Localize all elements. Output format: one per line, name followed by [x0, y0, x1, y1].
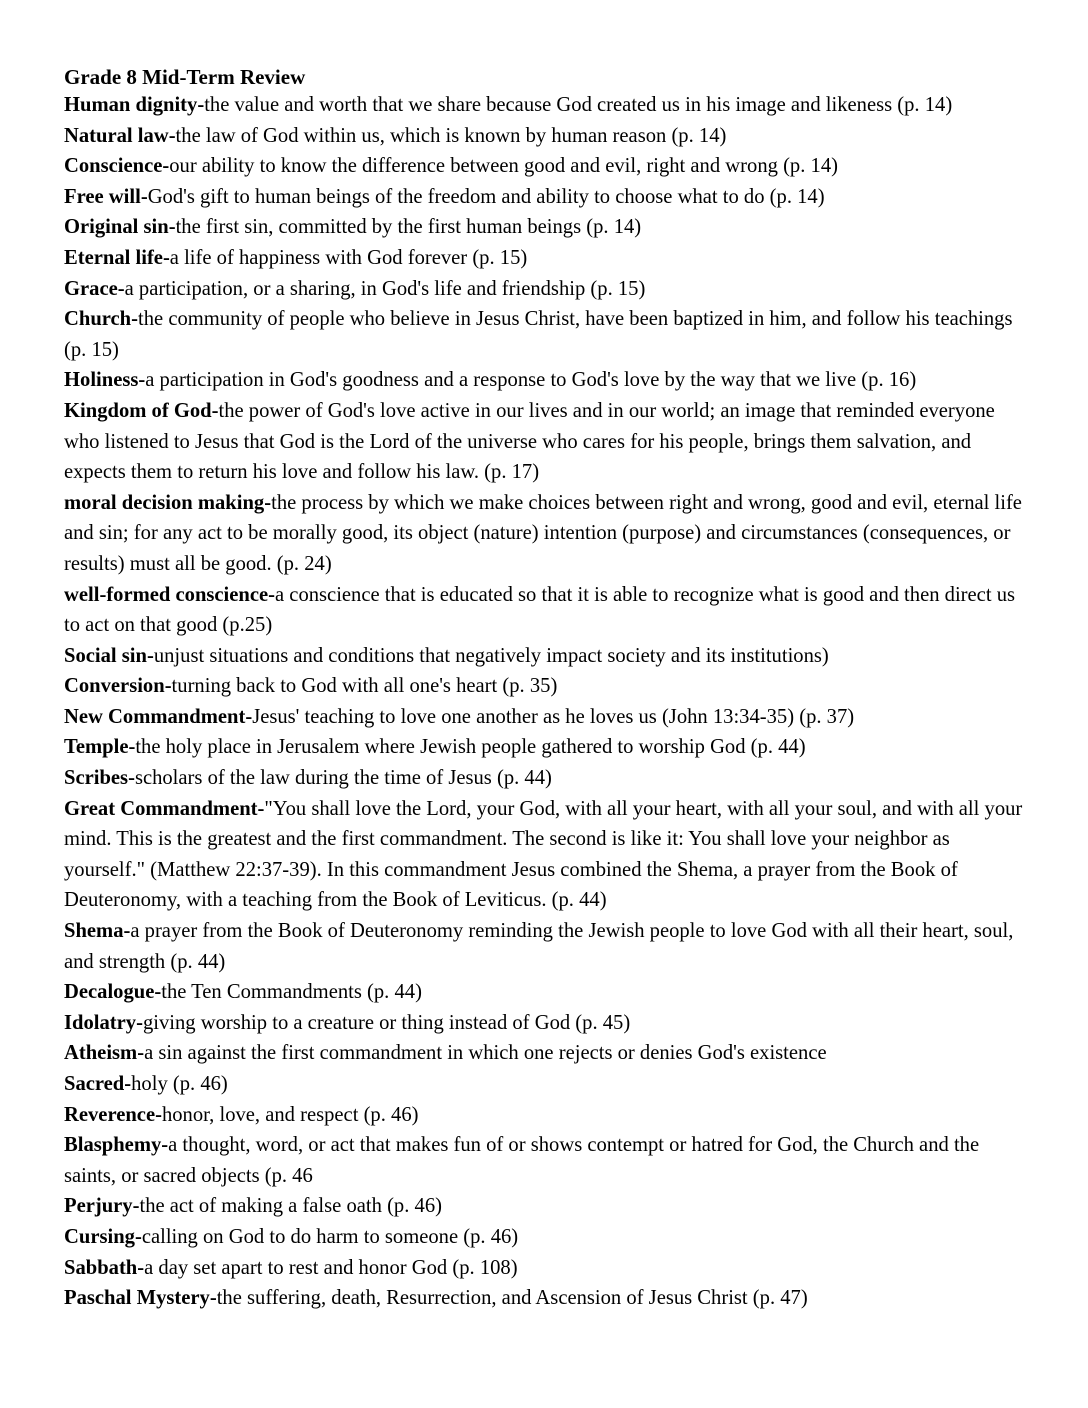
- glossary-entry: [64, 1038, 1032, 1069]
- glossary-definition: the value and worth that we share because God created us in his image and likeness (p. 14): [204, 94, 953, 116]
- glossary-term: moral decision making: [64, 491, 265, 514]
- glossary-definition: "You shall love the Lord, your God, with all your heart, with all your soul, and with all your mind. This is the greatest and the first commandment. The second is like it: You shall love your neighbor as yourself." (Matthew 22:37-39). In this commandment Jesus combined the Shema, a prayer from the Book of Deuteronomy, with a teaching from the Book of Leviticus. (p. 44): [64, 797, 1023, 912]
- glossary-list: [64, 90, 1032, 1314]
- glossary-term: Great Commandment: [64, 797, 258, 820]
- term-separator: -: [117, 277, 125, 300]
- glossary-definition: a life of happiness with God forever (p. 15): [169, 246, 528, 269]
- glossary-entry: [64, 977, 1032, 1008]
- glossary-entry: [64, 732, 1032, 763]
- glossary-term: Conscience: [64, 155, 163, 178]
- glossary-entry: [64, 1253, 1032, 1284]
- term-separator: -: [162, 246, 170, 269]
- glossary-term: Natural law: [64, 124, 169, 147]
- glossary-definition: a conscience that is educated so that it is able to recognize what is good and then direct us to act on that good (p.25): [64, 583, 1016, 637]
- glossary-term: Cursing: [64, 1225, 135, 1248]
- glossary-definition: unjust situations and conditions that negatively impact society and its institutions): [153, 644, 829, 667]
- glossary-entry: [64, 151, 1032, 182]
- glossary-term: Paschal Mystery: [64, 1287, 210, 1310]
- glossary-term: Atheism: [64, 1042, 138, 1065]
- page-title: Grade 8 Mid-Term Review: [64, 65, 306, 89]
- glossary-entry: [64, 212, 1032, 243]
- glossary-term: Scribes: [64, 767, 129, 790]
- glossary-definition: the holy place in Jerusalem where Jewish people gathered to worship God (p. 44): [135, 736, 806, 759]
- glossary-definition: a participation in God's goodness and a response to God's love by the way that we live (p. 16): [145, 369, 917, 392]
- glossary-definition: God's gift to human beings of the freedom and ability to choose what to do (p. 14): [147, 185, 825, 208]
- glossary-entry: [64, 1100, 1032, 1131]
- glossary-entry: [64, 1191, 1032, 1222]
- term-separator: -: [137, 1256, 145, 1279]
- glossary-definition: turning back to God with all one's heart (p. 35): [171, 675, 558, 698]
- glossary-entry: [64, 121, 1032, 152]
- glossary-entry: [64, 488, 1032, 580]
- glossary-term: Social sin: [64, 644, 147, 667]
- glossary-term: Conversion: [64, 675, 165, 698]
- term-separator: -: [168, 124, 176, 147]
- glossary-entry: [64, 1069, 1032, 1100]
- glossary-entry: [64, 794, 1032, 916]
- term-separator: -: [146, 644, 154, 667]
- glossary-term: Church: [64, 308, 132, 331]
- term-separator: -: [134, 1225, 142, 1248]
- term-separator: -: [132, 1195, 140, 1218]
- glossary-entry: [64, 641, 1032, 672]
- glossary-definition: the community of people who believe in Jesus Christ, have been baptized in him, and follow his teachings (p. 15): [64, 308, 1013, 361]
- glossary-term: Temple: [64, 736, 129, 759]
- term-separator: -: [162, 155, 170, 178]
- glossary-term: Sabbath: [64, 1256, 138, 1279]
- term-separator: -: [257, 797, 265, 820]
- glossary-definition: Jesus' teaching to love one another as he loves us (John 13:34-35) (p. 37): [252, 705, 855, 728]
- glossary-entry: [64, 916, 1032, 977]
- glossary-entry: [64, 671, 1032, 702]
- glossary-entry: [64, 182, 1032, 213]
- glossary-entry: [64, 1283, 1032, 1314]
- term-separator: -: [268, 583, 276, 606]
- glossary-definition: honor, love, and respect (p. 46): [161, 1103, 419, 1126]
- term-separator: -: [154, 981, 162, 1004]
- glossary-definition: holy (p. 46): [131, 1073, 228, 1095]
- term-separator: -: [211, 399, 219, 422]
- term-separator: -: [128, 736, 136, 759]
- glossary-term: Kingdom of God: [64, 399, 212, 422]
- glossary-definition: the power of God's love active in our lives and in our world; an image that reminded everyone who listened to Jesus that God is the Lord of the universe who cares for his people, brings them salvation, and expects them to return his love and follow his law. (p. 17): [64, 399, 995, 484]
- document-page: [64, 64, 1032, 1314]
- glossary-entry: [64, 90, 1032, 121]
- glossary-term: Free will: [64, 185, 141, 208]
- glossary-definition: a prayer from the Book of Deuteronomy reminding the Jewish people to love God with all their heart, soul, and strength (p. 44): [64, 920, 1014, 973]
- term-separator: -: [138, 369, 146, 392]
- glossary-entry: [64, 763, 1032, 794]
- term-separator: -: [136, 1011, 143, 1034]
- glossary-definition: a day set apart to rest and honor God (p. 108): [144, 1256, 518, 1279]
- glossary-entry: [64, 580, 1032, 641]
- term-separator: -: [164, 675, 172, 698]
- glossary-term: Perjury: [64, 1195, 133, 1218]
- glossary-definition: a sin against the first commandment in which one rejects or denies God's existence: [144, 1042, 827, 1065]
- glossary-entry: [64, 274, 1032, 305]
- glossary-term: Idolatry: [64, 1011, 137, 1034]
- glossary-entry: [64, 243, 1032, 274]
- term-separator: -: [123, 920, 131, 943]
- term-separator: -: [124, 1073, 132, 1095]
- glossary-entry: [64, 1222, 1032, 1253]
- term-separator: -: [168, 216, 176, 239]
- glossary-entry: [64, 396, 1032, 488]
- glossary-term: Grace: [64, 277, 118, 300]
- glossary-term: Holiness: [64, 369, 139, 392]
- term-separator: -: [137, 1042, 145, 1065]
- glossary-entry: [64, 304, 1032, 365]
- term-separator: -: [140, 185, 148, 208]
- term-separator: -: [128, 767, 135, 790]
- glossary-entry: [64, 702, 1032, 733]
- term-separator: -: [155, 1103, 162, 1126]
- glossary-definition: the first sin, committed by the first human beings (p. 14): [175, 216, 642, 239]
- glossary-definition: calling on God to do harm to someone (p. 46): [141, 1225, 519, 1248]
- term-separator: -: [161, 1134, 169, 1157]
- term-separator: -: [209, 1287, 217, 1310]
- glossary-entry: [64, 1130, 1032, 1191]
- glossary-term: Eternal life: [64, 246, 163, 269]
- glossary-term: New Commandment: [64, 705, 246, 728]
- glossary-definition: the law of God within us, which is known by human reason (p. 14): [175, 124, 727, 147]
- term-separator: -: [264, 491, 272, 514]
- term-separator: -: [131, 308, 139, 331]
- glossary-term: Sacred: [64, 1073, 125, 1095]
- glossary-term: Decalogue: [64, 981, 155, 1004]
- glossary-definition: giving worship to a creature or thing instead of God (p. 45): [142, 1011, 631, 1034]
- glossary-definition: a thought, word, or act that makes fun of or shows contempt or hatred for God, the Church and the saints, or sacred objects (p. 46: [64, 1134, 980, 1187]
- glossary-definition: the Ten Commandments (p. 44): [161, 981, 422, 1004]
- glossary-term: Human dignity: [64, 94, 198, 116]
- term-separator: -: [197, 94, 205, 116]
- glossary-term: Original sin: [64, 216, 169, 239]
- glossary-term: well-formed conscience: [64, 583, 269, 606]
- glossary-term: Shema: [64, 920, 124, 943]
- glossary-definition: scholars of the law during the time of Jesus (p. 44): [134, 767, 552, 790]
- glossary-term: Blasphemy: [64, 1134, 162, 1157]
- glossary-definition: the suffering, death, Resurrection, and Ascension of Jesus Christ (p. 47): [216, 1287, 808, 1310]
- glossary-definition: a participation, or a sharing, in God's life and friendship (p. 15): [124, 277, 646, 300]
- glossary-definition: our ability to know the difference between good and evil, right and wrong (p. 14): [169, 155, 838, 178]
- glossary-term: Reverence: [64, 1103, 156, 1126]
- glossary-definition: the process by which we make choices between right and wrong, good and evil, eternal life and sin; for any act to be morally good, its object (nature) intention (purpose) and circumstances (consequences, or results) must all be good. (p. 24): [64, 491, 1022, 575]
- glossary-entry: [64, 365, 1032, 396]
- glossary-entry: [64, 1008, 1032, 1039]
- glossary-definition: the act of making a false oath (p. 46): [139, 1195, 442, 1218]
- term-separator: -: [245, 705, 253, 728]
